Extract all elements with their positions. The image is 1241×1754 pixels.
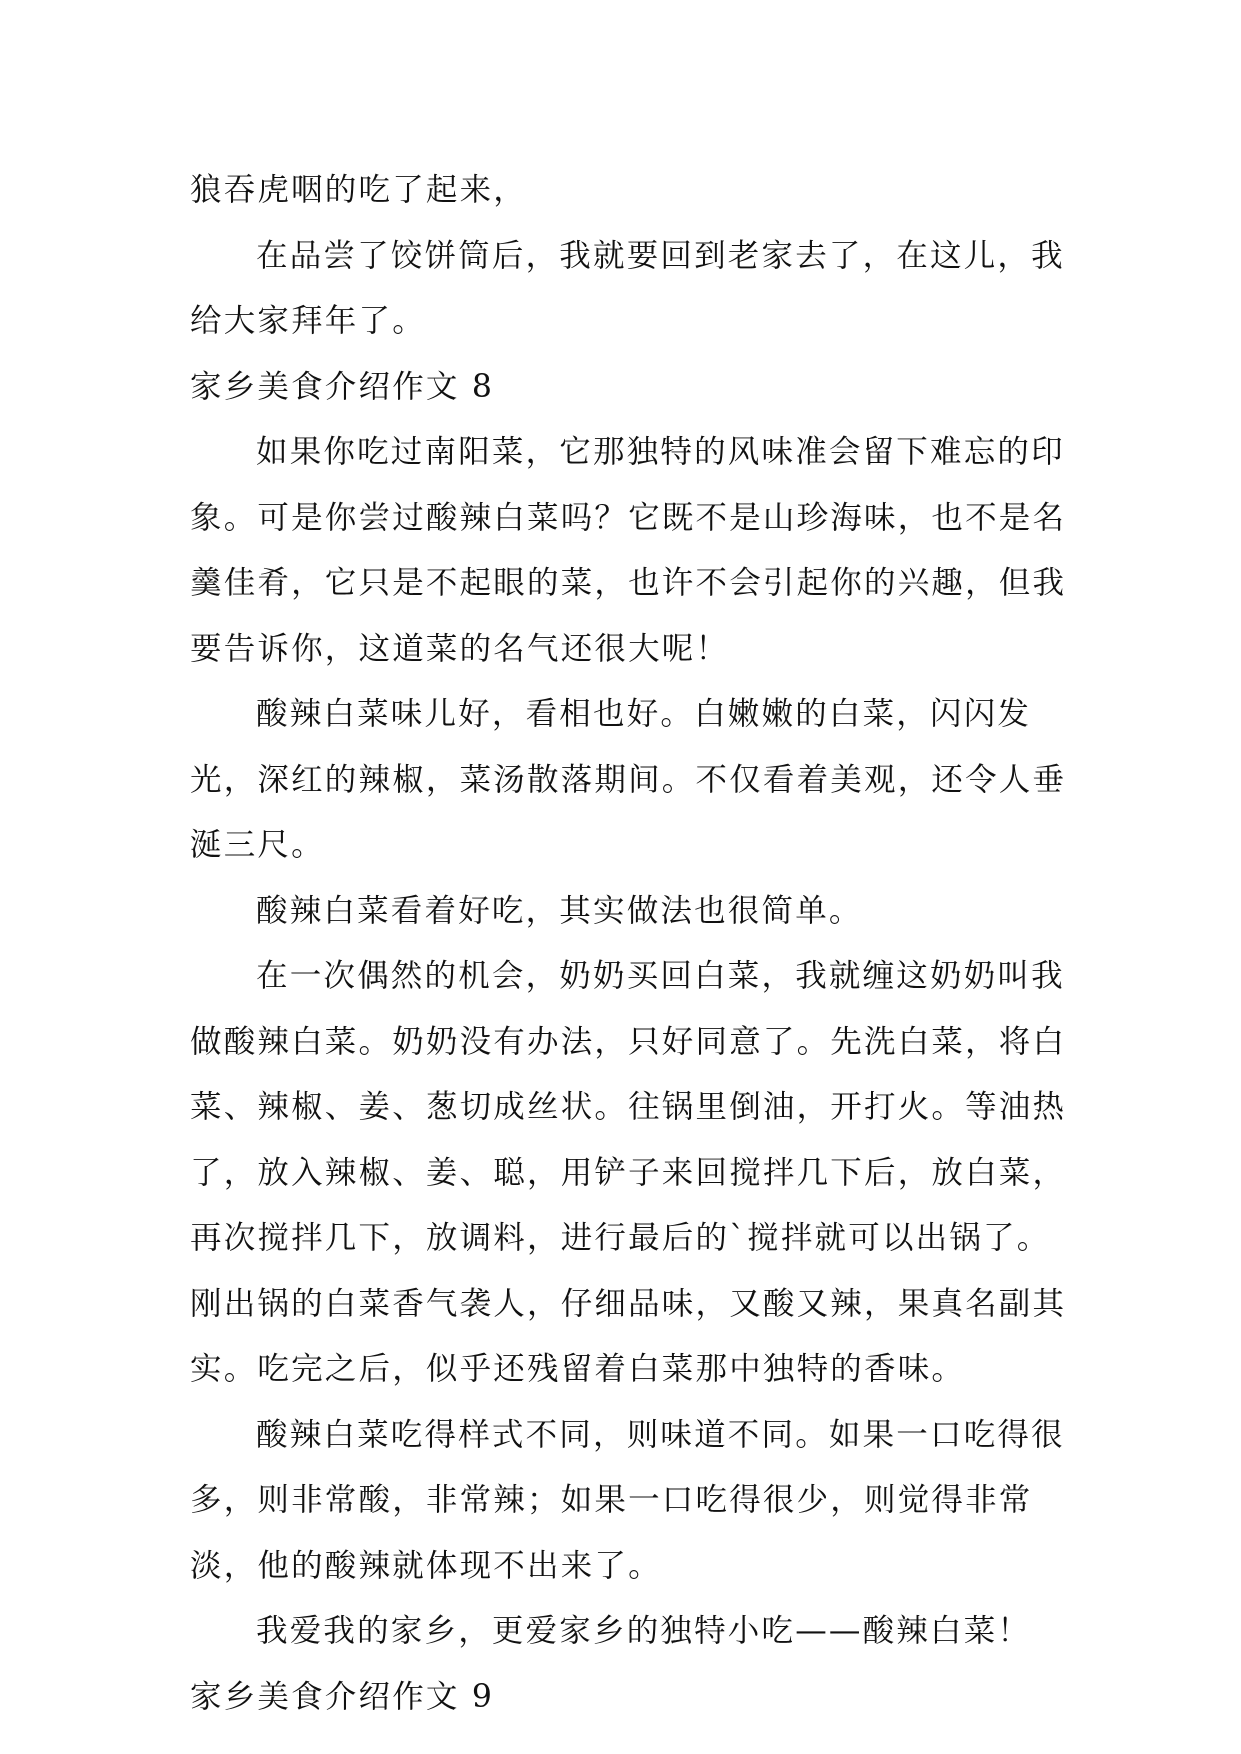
paragraph-recipe: 在一次偶然的机会，奶奶买回白菜，我就缠这奶奶叫我做酸辣白菜。奶奶没有办法，只好同意了。先洗白菜，将白菜、辣椒、姜、葱切成丝状。往锅里倒油，开打火。等油热了，放入辣椒、姜、聪，用铲子来回搅拌几下后，放白菜，再次搅拌几下，放调料，进行最后的`搅拌就可以出锅了。刚出锅的白菜香气袭人，仔细品味，又酸又辣，果真名副其实。吃完之后，似乎还残留着白菜那中独特的香味。: [190, 958, 1067, 1387]
paragraph-taste: 酸辣白菜吃得样式不同，则味道不同。如果一口吃得很多，则非常酸，非常辣；如果一口吃得很少，则觉得非常淡，他的酸辣就体现不出来了。: [190, 1416, 1065, 1584]
paragraph-intro: 如果你吃过南阳菜，它那独特的风味准会留下难忘的印象。可是你尝过酸辣白菜吗？它既不是山珍海味，也不是名羹佳肴，它只是不起眼的菜，也许不会引起你的兴趣，但我要告诉你，这道菜的名气还很大呢！: [190, 434, 1067, 667]
section-heading-9: 家乡美食介绍作文 9: [190, 1678, 495, 1715]
article-body: [190, 158, 1070, 1730]
section-heading-8: 家乡美食介绍作文 8: [190, 368, 495, 405]
paragraph-appearance: 酸辣白菜味儿好，看相也好。白嫩嫩的白菜，闪闪发光，深红的辣椒，菜汤散落期间。不仅看着美观，还令人垂涎三尺。: [190, 696, 1067, 863]
paragraph-continuation: 狼吞虎咽的吃了起来，: [190, 172, 528, 208]
paragraph-closing: 在品尝了饺饼筒后，我就要回到老家去了，在这儿，我给大家拜年了。: [190, 237, 1065, 339]
paragraph-conclusion: 我爱我的家乡，更爱家乡的独特小吃——酸辣白菜！: [256, 1613, 1032, 1649]
paragraph-simple: 酸辣白菜看着好吃，其实做法也很简单。: [256, 892, 863, 929]
